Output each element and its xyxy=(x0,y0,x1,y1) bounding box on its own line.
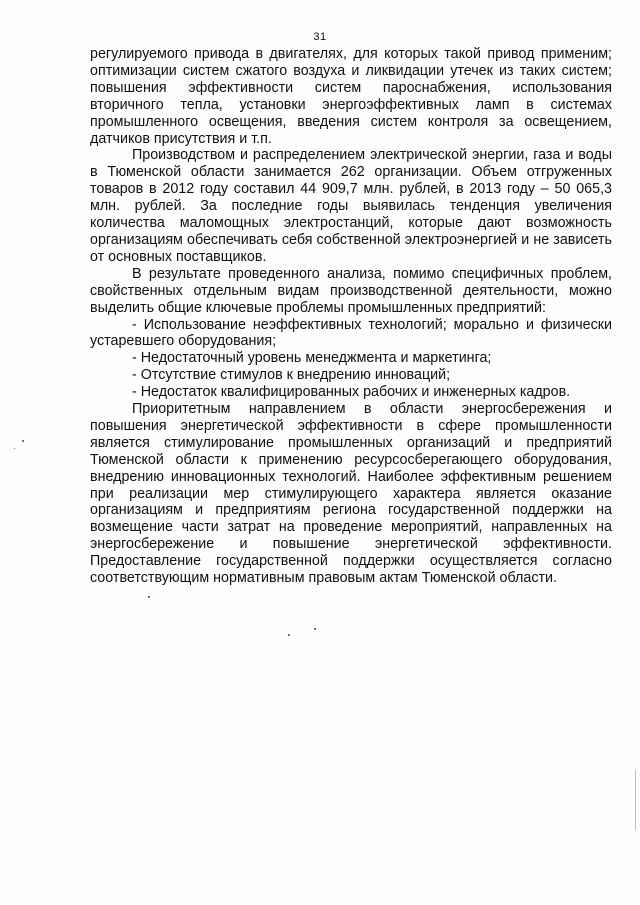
problem-list-item: - Недостаток квалифицированных рабочих и инженерных кадров. xyxy=(132,384,571,401)
document-body xyxy=(90,46,612,587)
page-number: 31 xyxy=(313,31,327,43)
paragraph-priority-direction: Приоритетным направлением в области энергосбережения и повышения энергетической эффективности в сфере промышленности является стимулирование промышленных организаций и предприятий Тюменской области к применению ресурсосберегающего оборудования, внедрению инновационных технологий. Наиболее эффективным решением при реализации мер стимулирующего характера является оказание организациям и предприятиям региона государственной поддержки на возмещение части затрат на проведение мероприятий, направленных на энергосбережение и повышение энергетической эффективности. Предоставление государственной поддержки осуществляется согласно соответствующим нормативным правовым актам Тюменской области. xyxy=(90,401,612,587)
scan-edge-mark xyxy=(635,770,636,830)
scan-speck xyxy=(314,628,316,630)
paragraph-continuation: регулируемого привода в двигателях, для которых такой привод применим; оптимизации систем сжатого воздуха и ликвидации утечек из таких систем; повышения эффективности систем пароснабжения, использования вторичного тепла, установки энергоэффективных ламп в системах промышленного освещения, введения систем контроля за освещением, датчиков присутствия и т.п. xyxy=(90,46,612,147)
scan-speck xyxy=(22,440,24,442)
paragraph-analysis-intro: В результате проведенного анализа, помимо специфичных проблем, свойственных отдельным видам производственной деятельности, можно выделить общие ключевые проблемы промышленных предприятий: xyxy=(90,265,612,316)
scan-speck xyxy=(14,448,15,449)
scan-speck xyxy=(148,596,150,598)
problem-list-item: - Отсутствие стимулов к внедрению инноваций; xyxy=(132,367,451,384)
scan-speck xyxy=(288,634,290,636)
problem-list-item: - Недостаточный уровень менеджмента и маркетинга; xyxy=(132,350,492,367)
problem-list-item: - Использование неэффективных технологий; морально и физически устаревшего оборудования; xyxy=(90,316,612,350)
paragraph-energy-production: Производством и распределением электрической энергии, газа и воды в Тюменской области занимается 262 организации. Объем отгруженных товаров в 2012 году составил 44 909,7 млн. рублей, в 2013 году – 50 065,3 млн. рублей. За последние годы выявилась тенденция увеличения количества маломощных электростанций, которые дают возможность организациям обеспечивать себя собственной электроэнергией и не зависеть от основных поставщиков. xyxy=(90,147,612,265)
